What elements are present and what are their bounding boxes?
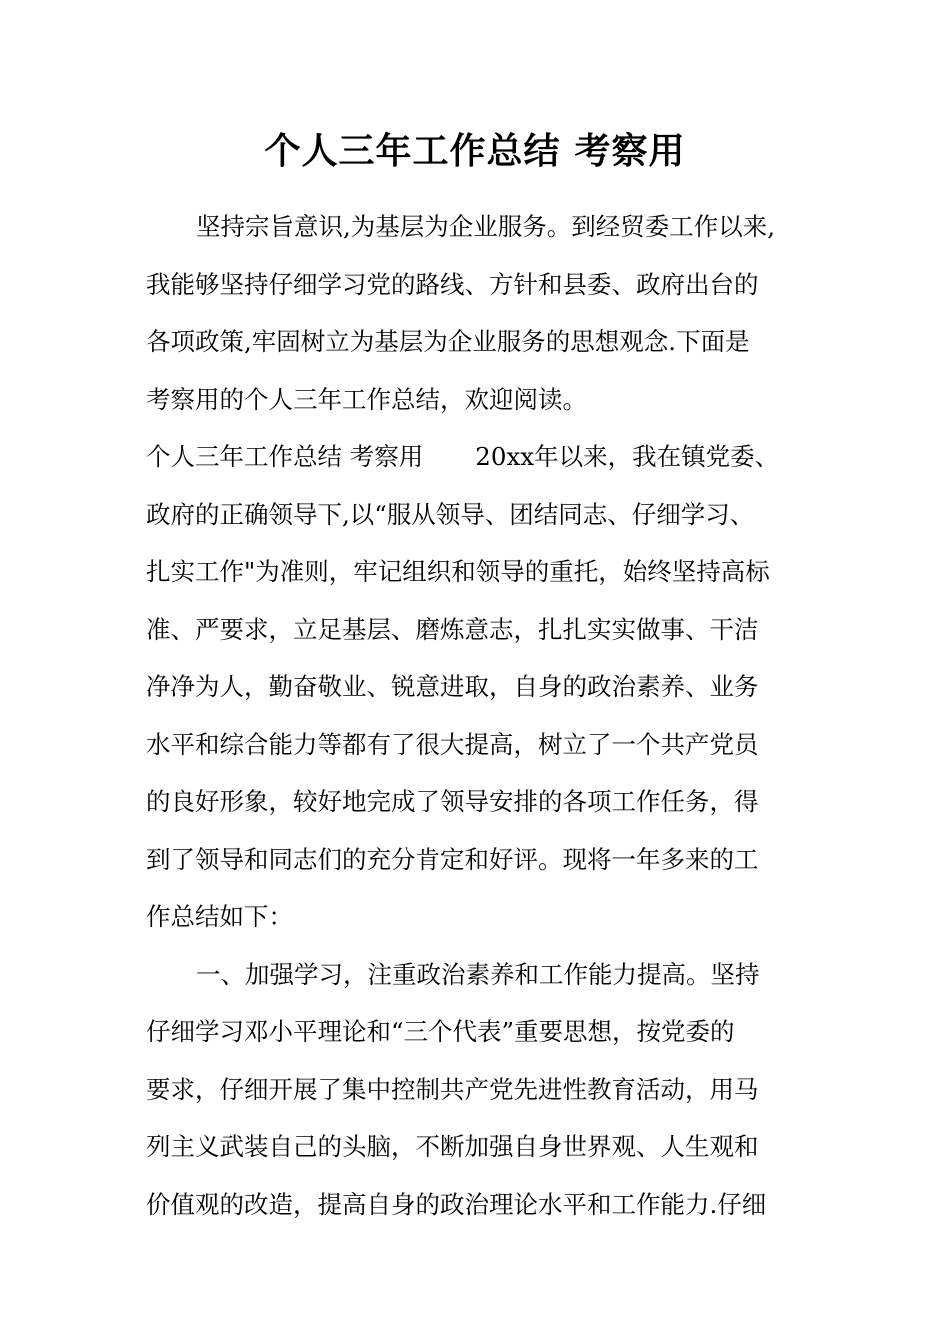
intro-line: 坚持宗旨意识,为基层为企业服务。到经贸委工作以来, <box>196 212 776 241</box>
summary-line: 扎实工作"为准则，牢记组织和领导的重托，始终坚持高标 <box>146 557 770 586</box>
summary-line: 准、严要求，立足基层、磨炼意志，扎扎实实做事、干洁 <box>146 614 759 644</box>
summary-line: 政府的正确领导下,以“服从领导、团结同志、仔细学习、 <box>146 499 755 529</box>
title-sub: 考察用 <box>574 131 686 172</box>
summary-line: 净净为人，勤奋敬业、锐意进取，自身的政治素养、业务 <box>146 672 759 701</box>
inline-heading: 个人三年工作总结 考察用 <box>146 442 424 471</box>
section1-line: 仔细学习邓小平理论和“三个代表”重要思想，按党委的 <box>146 1017 735 1046</box>
section1-line: 一、加强学习，注重政治素养和工作能力提高。坚持 <box>196 959 760 989</box>
section1-line: 列主义武装自己的头脑，不断加强自身世界观、人生观和 <box>146 1132 759 1161</box>
intro-line: 各项政策,牢固树立为基层为企业服务的思想观念.下面是 <box>146 327 750 356</box>
summary-line: 水平和综合能力等都有了很大提高，树立了一个共产党员 <box>146 729 759 759</box>
document-title <box>0 124 950 180</box>
summary-first-line <box>146 428 816 486</box>
section1-line: 价值观的改造，提高自身的政治理论水平和工作能力.仔细 <box>146 1189 767 1219</box>
intro-line: 考察用的个人三年工作总结，欢迎阅读。 <box>146 384 587 414</box>
summary-line: 作总结如下： <box>146 902 293 931</box>
document-body <box>146 198 816 1233</box>
summary-line: 的良好形象，较好地完成了领导安排的各项工作任务，得 <box>146 787 759 816</box>
summary-first-text: 20xx年以来，我在镇党委、 <box>475 442 780 471</box>
title-main: 个人三年工作总结 <box>264 131 561 172</box>
summary-line: 到了领导和同志们的充分肯定和好评。现将一年多来的工 <box>146 844 759 874</box>
intro-line: 我能够坚持仔细学习党的路线、方针和县委、政府出台的 <box>146 269 759 299</box>
section1-line: 要求，仔细开展了集中控制共产党先进性教育活动，用马 <box>146 1074 759 1104</box>
